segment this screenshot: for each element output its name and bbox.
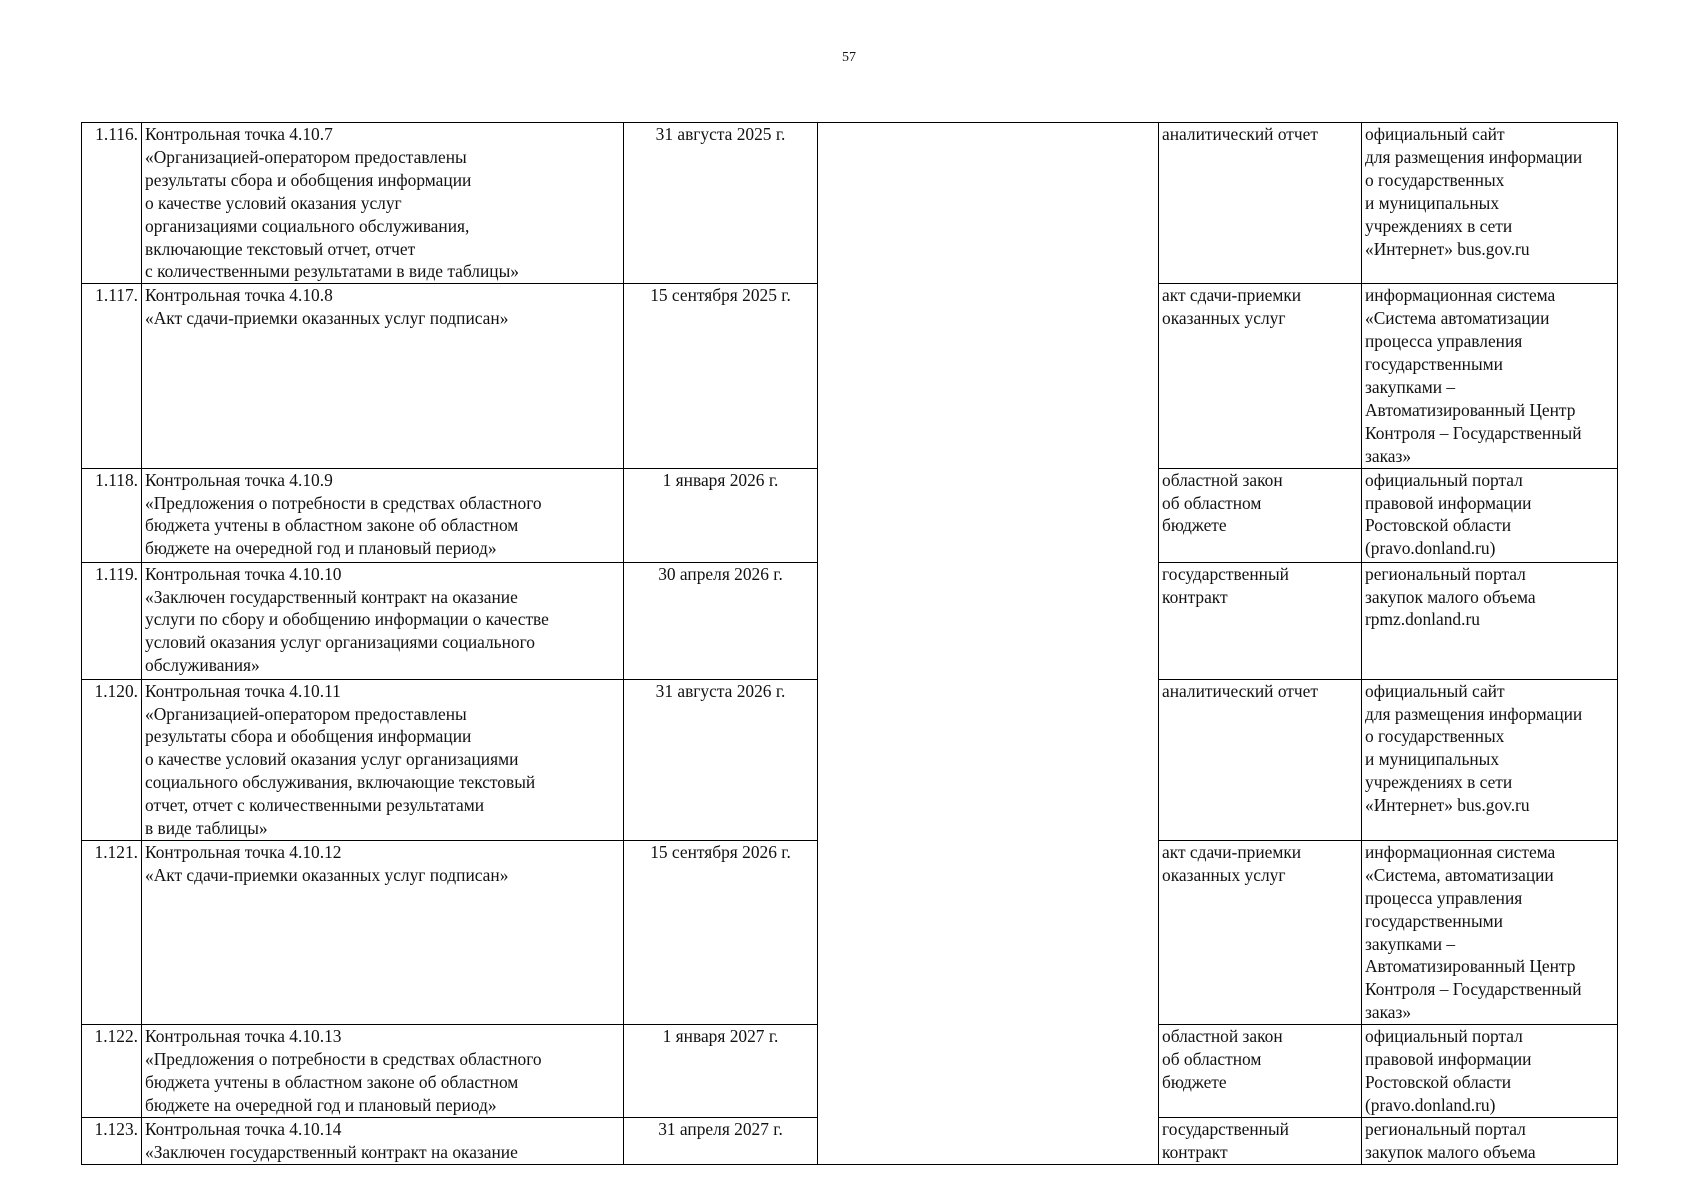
control-point-description: Контрольная точка 4.10.13 «Предложения о потребности в средствах областного бюджета учтены в областном законе об областном бюджете на очередной год и плановый период» bbox=[145, 1026, 542, 1115]
deadline-date: 31 августа 2026 г. bbox=[624, 679, 818, 840]
document-type: аналитический отчет bbox=[1162, 124, 1318, 144]
deadline-date: 30 апреля 2026 г. bbox=[624, 562, 818, 679]
control-point-description: Контрольная точка 4.10.11 «Организацией-оператором предоставлены результаты сбора и обобщения информации о качестве условий оказания услуг организациями социального обслуживания, включающие текстовый отчет, отчет с количественными результатами в виде таблицы» bbox=[145, 680, 536, 839]
deadline-date: 1 января 2027 г. bbox=[624, 1025, 818, 1118]
control-point-description: Контрольная точка 4.10.12 «Акт сдачи-приемки оказанных услуг подписан» bbox=[145, 841, 509, 885]
information-system: информационная система «Система, автоматизации процесса управления государственными закупками – Автоматизированный Центр Контроля – Государственный заказ» bbox=[1365, 841, 1582, 1023]
row-number: 1.120. bbox=[82, 679, 142, 840]
information-system-cell bbox=[1362, 123, 1618, 284]
row-number: 1.121. bbox=[82, 840, 142, 1024]
deadline-date: 1 января 2026 г. bbox=[624, 468, 818, 562]
responsible-executor-cell bbox=[818, 123, 1159, 1165]
row-number: 1.117. bbox=[82, 284, 142, 468]
document-type: областной закон об областном бюджете bbox=[1162, 1026, 1283, 1092]
control-point-text bbox=[142, 468, 624, 562]
information-system-cell bbox=[1362, 284, 1618, 468]
row-number: 1.123. bbox=[82, 1118, 142, 1165]
row-number: 1.116. bbox=[82, 123, 142, 284]
control-point-text bbox=[142, 840, 624, 1024]
page-number: 57 bbox=[842, 50, 856, 65]
document-type: акт сдачи-приемки оказанных услуг bbox=[1162, 841, 1302, 885]
document-type-cell bbox=[1159, 679, 1362, 840]
information-system-cell bbox=[1362, 679, 1618, 840]
row-number: 1.122. bbox=[82, 1025, 142, 1118]
control-point-description: Контрольная точка 4.10.9 «Предложения о потребности в средствах областного бюджета учтены в областном законе об областном бюджете на очередной год и плановый период» bbox=[145, 469, 542, 559]
control-point-description: Контрольная точка 4.10.7 «Организацией-оператором предоставлены результаты сбора и обобщения информации о качестве условий оказания услуг организациями социального обслуживания, включающие текстовый отчет, отчет с количественными результатами в виде таблицы» bbox=[145, 124, 519, 282]
information-system-cell bbox=[1362, 468, 1618, 562]
control-point-text bbox=[142, 1118, 624, 1165]
deadline-date: 31 апреля 2027 г. bbox=[624, 1118, 818, 1165]
information-system-cell bbox=[1362, 1025, 1618, 1118]
document-type: областной закон об областном бюджете bbox=[1162, 469, 1283, 536]
document-type: государственный контракт bbox=[1162, 1119, 1289, 1163]
document-type-cell bbox=[1159, 562, 1362, 679]
document-type: государственный контракт bbox=[1162, 563, 1289, 607]
information-system: официальный сайт для размещения информации о государственных и муниципальных учреждениях в сети «Интернет» bus.gov.ru bbox=[1365, 680, 1583, 816]
control-point-description: Контрольная точка 4.10.10 «Заключен государственный контракт на оказание услуги по сбору и обобщению информации о качестве условий оказания услуг организациями социального обслуживания» bbox=[145, 563, 549, 676]
document-type-cell bbox=[1159, 1025, 1362, 1118]
information-system: региональный портал закупок малого объема bbox=[1365, 1119, 1536, 1163]
row-number: 1.118. bbox=[82, 468, 142, 562]
control-points-table bbox=[81, 122, 1618, 1165]
information-system-cell bbox=[1362, 840, 1618, 1024]
control-point-text bbox=[142, 1025, 624, 1118]
document-type-cell bbox=[1159, 284, 1362, 468]
control-point-description: Контрольная точка 4.10.14 «Заключен государственный контракт на оказание bbox=[145, 1119, 518, 1163]
document-type: акт сдачи-приемки оказанных услуг bbox=[1162, 285, 1302, 329]
deadline-date: 31 августа 2025 г. bbox=[624, 123, 818, 284]
information-system: официальный сайт для размещения информации о государственных и муниципальных учреждениях в сети «Интернет» bus.gov.ru bbox=[1365, 124, 1583, 259]
document-type-cell bbox=[1159, 123, 1362, 284]
control-point-text bbox=[142, 284, 624, 468]
document-type: аналитический отчет bbox=[1162, 680, 1318, 701]
document-type-cell bbox=[1159, 1118, 1362, 1165]
information-system: официальный портал правовой информации Ростовской области (pravo.donland.ru) bbox=[1365, 1026, 1532, 1115]
control-point-text bbox=[142, 679, 624, 840]
information-system: региональный портал закупок малого объема rpmz.donland.ru bbox=[1365, 563, 1536, 630]
table-row bbox=[82, 123, 1618, 284]
control-point-description: Контрольная точка 4.10.8 «Акт сдачи-приемки оказанных услуг подписан» bbox=[145, 285, 509, 329]
deadline-date: 15 сентября 2025 г. bbox=[624, 284, 818, 468]
information-system-cell bbox=[1362, 562, 1618, 679]
document-type-cell bbox=[1159, 840, 1362, 1024]
deadline-date: 15 сентября 2026 г. bbox=[624, 840, 818, 1024]
control-point-text bbox=[142, 123, 624, 284]
row-number: 1.119. bbox=[82, 562, 142, 679]
information-system: информационная система «Система автоматизации процесса управления государственными закупками – Автоматизированный Центр Контроля – Государственный заказ» bbox=[1365, 285, 1582, 466]
information-system: официальный портал правовой информации Ростовской области (pravo.donland.ru) bbox=[1365, 469, 1532, 559]
control-point-text bbox=[142, 562, 624, 679]
information-system-cell bbox=[1362, 1118, 1618, 1165]
document-type-cell bbox=[1159, 468, 1362, 562]
